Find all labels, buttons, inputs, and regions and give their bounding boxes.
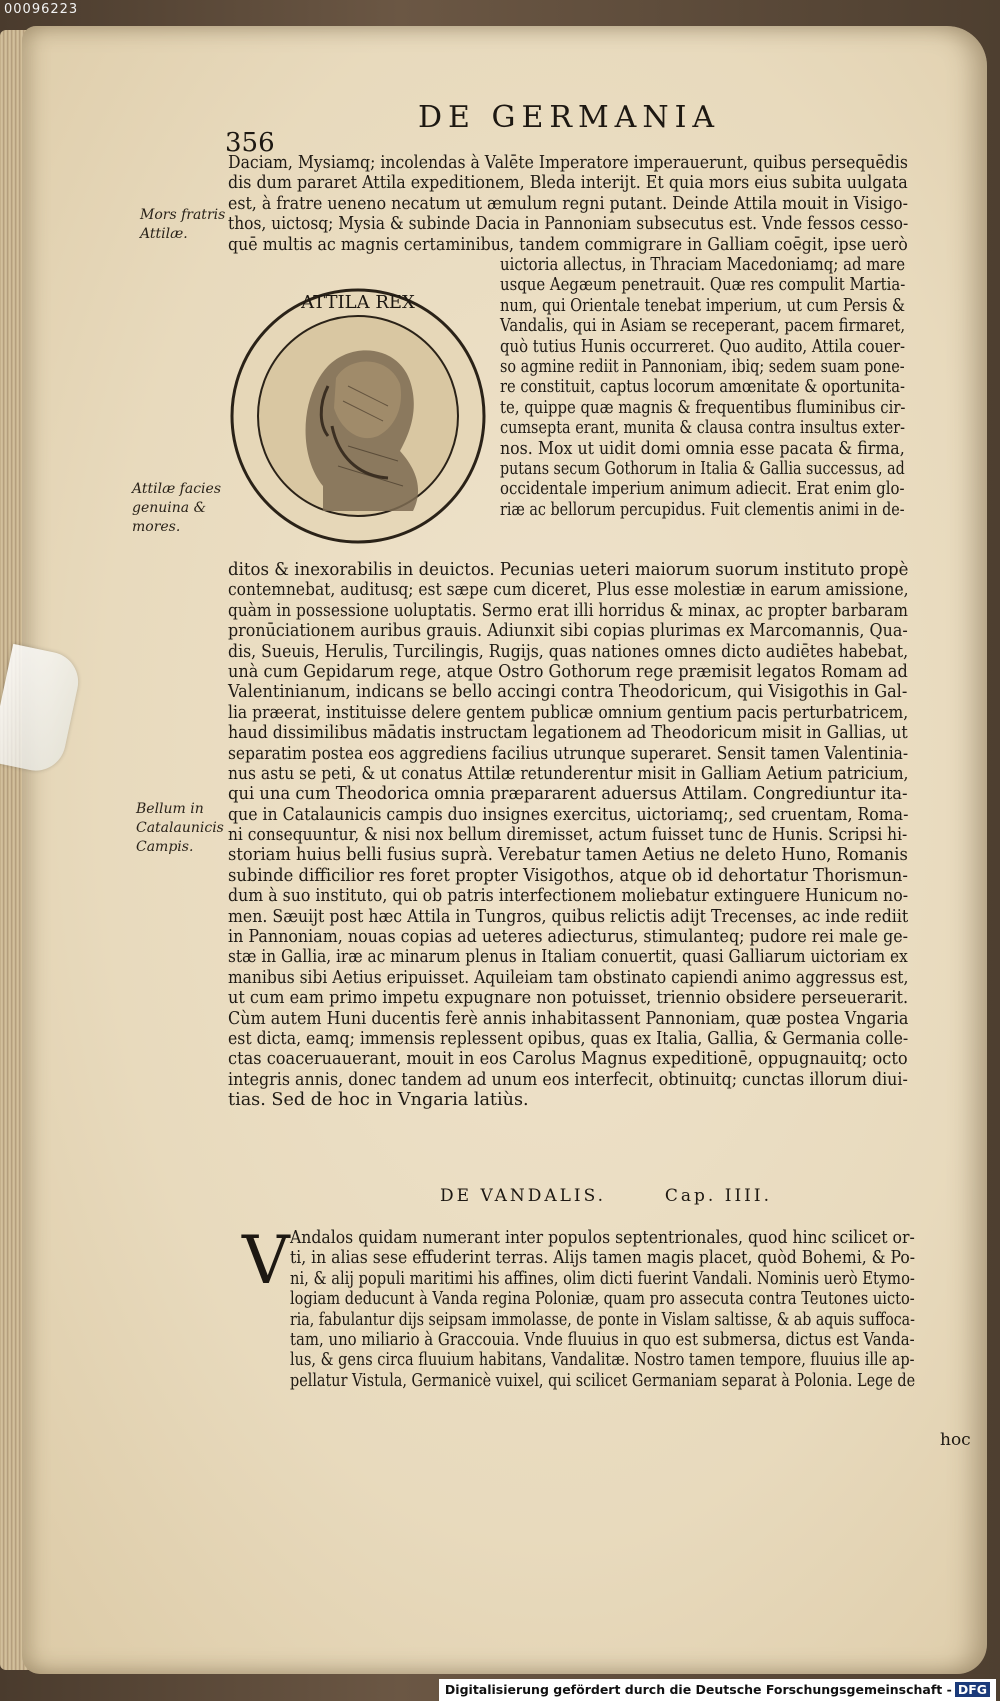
running-head: DE GERMANIA <box>418 100 721 135</box>
body-text-top <box>228 153 1000 255</box>
text-line: est, à fratre ueneno necatum ut æmulum regni putant. Deinde Attila mouit in Visigo- <box>228 193 908 214</box>
text-line: so agmine rediit in Pannoniam, ibiq; sedem suam pone- <box>500 356 905 377</box>
credit-text: Digitalisierung gefördert durch die Deutsche Forschungsgemeinschaft - <box>444 1682 952 1697</box>
text-line: occidentale imperium animum adiecit. Erat enim glo- <box>500 479 905 500</box>
digitization-credit <box>439 1679 996 1701</box>
body-text-lower <box>228 560 1000 1111</box>
text-line: te, quippe quæ magnis & frequentibus fluminibus cir- <box>500 397 906 418</box>
text-line: Vandalis, qui in Asiam se receperant, pacem firmaret, <box>500 316 906 337</box>
text-line: que in Catalaunicis campis duo insignes exercitus, uictoriamq;, sed cruentam, Roma- <box>228 804 909 825</box>
text-line: manibus sibi Aetius eripuisset. Aquileiam tam obstinato capiendi animo aggressus est, <box>228 967 909 988</box>
text-line: Valentinianum, indicans se bello accingi contra Theodoricum, qui Visigothis in Gal- <box>228 682 908 703</box>
text-line: stæ in Gallia, iræ ac minarum plenus in Italiam conuertit, quasi Galliarum uictoriam ex <box>228 947 908 968</box>
text-line: pronūciationem auribus grauis. Adiunxit sibi copias plurimas ex Marcomannis, Qua- <box>228 621 908 642</box>
text-line: storiam huius belli fusius suprà. Verebatur tamen Aetius ne deleto Huno, Romanis <box>228 845 908 866</box>
chapter-title: DE VANDALIS. <box>440 1186 607 1206</box>
catchword: hoc <box>940 1430 971 1450</box>
text-line: logiam deducunt à Vanda regina Poloniæ, quam pro assecuta contra Teutones uicto- <box>290 1289 915 1310</box>
text-line: ni, & alij populi maritimi his affines, olim dicti fuerint Vandali. Nominis uerò Etymo- <box>290 1268 915 1289</box>
text-line: unà cum Gepidarum rege, atque Ostro Gothorum rege præmisit legatos Romam ad <box>228 661 908 682</box>
text-line: separatim postea eos aggrediens facilius utrunque superaret. Sensit tamen Valentinia- <box>228 743 909 764</box>
text-line: dum à suo instituto, qui ob patris interfectionem moliebatur extinguere Hunicum no- <box>228 886 909 907</box>
text-line: est dicta, eamq; immensis replessent opibus, quas ex Italia, Gallia, & Germania colle- <box>228 1028 909 1049</box>
text-line: usque Aegæum penetrauit. Quæ res compulit Martia- <box>500 275 906 296</box>
chapter-number: Cap. IIII. <box>664 1186 773 1206</box>
marginal-note-bellum-catalaunicis: Bellum in Catalaunicis Campis. <box>136 801 224 855</box>
text-line: num, qui Orientale tenebat imperium, ut cum Persis & <box>500 295 906 316</box>
text-line: ctas coaceruauerant, mouit in eos Carolus Magnus expeditionē, oppugnauitq; octo <box>228 1049 908 1070</box>
chapter-heading <box>440 1186 772 1206</box>
text-line: lus, & gens circa fluuium habitans, Vandalitæ. Nostro tamen tempore, fluuius ille ap- <box>290 1350 915 1371</box>
text-line: cumsepta erant, munita & clausa contra insultus exter- <box>500 418 905 439</box>
text-line: ria, fabulantur dijs seipsam immolasse, de ponte in Vislam saltisse, & ab aquis suffoca- <box>290 1309 915 1330</box>
medallion-inscription: ATTILA REX <box>301 292 415 313</box>
text-line: dis, Sueuis, Herulis, Turcilingis, Rugijs, quas nationes omnes dicto audiētes habebat, <box>228 641 909 662</box>
chapter-body-text <box>290 1228 1000 1391</box>
drop-cap: V <box>242 1222 290 1299</box>
text-line: ut cum eam primo impetu expugnare non potuisset, triennio obsidere perseuerarit. <box>228 988 909 1009</box>
attila-portrait-medallion-icon <box>228 286 488 546</box>
text-line: quò tutius Hunis occurreret. Quo audito, Attila couer- <box>500 336 906 357</box>
text-line: ni consequuntur, & nisi nox bellum diremisset, actum fuisset tunc de Hunis. Scripsi hi- <box>228 825 908 846</box>
text-line: ditos & inexorabilis in deuictos. Pecunias ueteri maiorum suorum instituto propè <box>228 560 909 580</box>
text-line: in Pannoniam, nouas copias ad ueteres adiecturus, stimulanteq; pudore rei male ge- <box>228 927 909 948</box>
text-line: Andalos quidam numerant inter populos septentrionales, quod hinc scilicet or- <box>290 1228 915 1248</box>
text-line: Daciam, Mysiamq; incolendas à Valēte Imperatore imperauerunt, quibus persequēdis <box>228 153 908 173</box>
text-line: riæ ac bellorum percupidus. Fuit clementis animi in de- <box>500 499 905 520</box>
body-text-beside-portrait <box>500 255 1000 520</box>
text-line: nos. Mox ut uidit domi omnia esse pacata & firma, <box>500 438 905 459</box>
dfg-logo: DFG <box>955 1682 990 1697</box>
text-line: quē multis ac magnis certaminibus, tandem commigrare in Galliam coēgit, ipse uerò <box>228 234 908 255</box>
text-line: integris annis, donec tandem ad unum eos interfecit, obtinuitq; cunctas illorum diui- <box>228 1069 908 1090</box>
marginal-note-mors-fratris: Mors fratris Attilæ. <box>140 207 226 242</box>
text-line: subinde difficilior res foret propter Visigothos, atque ob id dehortatur Thorismun- <box>228 865 908 886</box>
text-line: qui una cum Theodorica omnia præpararent aduersus Attilam. Congrediuntur ita- <box>228 784 908 805</box>
text-line: men. Sæuijt post hæc Attila in Tungros, quibus relictis adijt Trecenses, ac inde rediit <box>228 906 909 927</box>
text-line: tias. Sed de hoc in Vngaria latiùs. <box>228 1090 529 1111</box>
marginal-note-attilae-facies: Attilæ facies genuina & mores. <box>132 481 221 535</box>
text-line: contemnebat, auditusq; est sæpe cum diceret, Plus esse molestiæ in earum amissione, <box>228 580 909 601</box>
text-line: uictoria allectus, in Thraciam Macedoniamq; ad mare <box>500 255 906 275</box>
text-line: nus astu se peti, & ut conatus Attilæ retunderentur misit in Galliam Aetium patricium, <box>228 763 909 784</box>
text-line: pellatur Vistula, Germanicè vuixel, qui scilicet Germaniam separat à Polonia. Lege de <box>290 1370 916 1391</box>
text-line: tam, uno miliario à Graccouia. Vnde fluuius in quo est submersa, dictus est Vanda- <box>290 1329 915 1350</box>
text-line: haud dissimilibus mādatis instructam legationem ad Theodoricum misit in Gallias, ut <box>228 723 908 744</box>
text-line: quàm in possessione uoluptatis. Sermo erat illi horridus & minax, ac propter barbaram <box>228 600 908 621</box>
page-number: 356 <box>225 128 275 158</box>
text-line: Cùm autem Huni ducentis ferè annis inhabitassent Pannoniam, quæ postea Vngaria <box>228 1008 909 1029</box>
text-line: thos, uictosq; Mysia & subinde Dacia in Pannoniam subsecutus est. Vnde fessos cesso- <box>228 214 909 235</box>
text-line: lia præerat, instituisse delere gentem publicæ omnium gentium pacis perturbatricem, <box>228 702 909 723</box>
text-line: putans secum Gothorum in Italia & Gallia successus, ad <box>500 458 905 479</box>
text-line: re constituit, captus locorum amœnitate & oportunita- <box>500 377 905 398</box>
scan-identifier: 00096223 <box>4 2 79 17</box>
text-line: ti, in alias sese effuderint terras. Alijs tamen magis placet, quòd Bohemi, & Po- <box>290 1248 916 1269</box>
text-line: dis dum pararet Attila expeditionem, Bleda interijt. Et quia mors eius subita uulgata <box>228 173 908 194</box>
